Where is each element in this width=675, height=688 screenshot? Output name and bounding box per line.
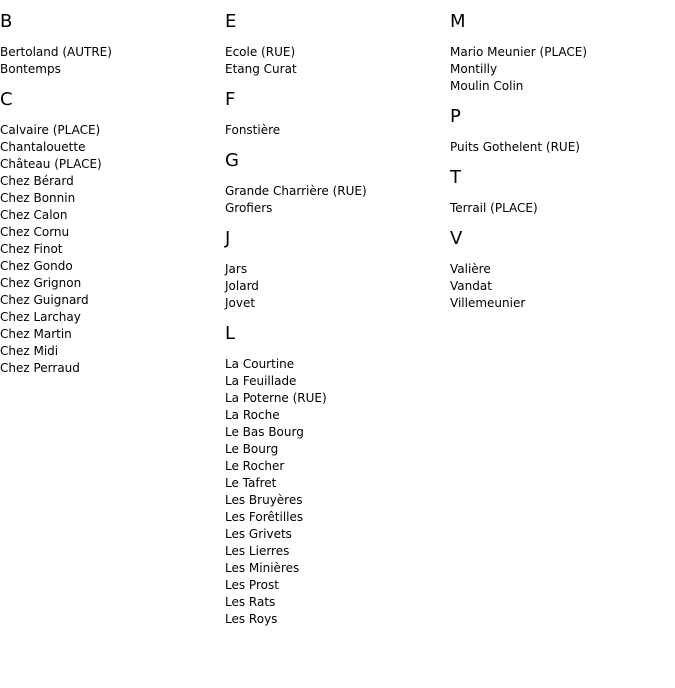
street-link[interactable]: La Poterne (RUE) <box>225 391 327 405</box>
street-link[interactable]: Chez Perraud <box>0 361 80 375</box>
street-link[interactable]: Chez Calon <box>0 208 68 222</box>
street-link[interactable]: Bontemps <box>0 62 61 76</box>
street-link[interactable]: Vandat <box>450 279 492 293</box>
street-list <box>225 261 445 312</box>
street-link[interactable]: Les Rats <box>225 595 276 609</box>
street-index-column <box>225 10 445 638</box>
letter-group-f <box>225 88 445 139</box>
street-link[interactable]: Grande Charrière (RUE) <box>225 184 367 198</box>
street-link[interactable]: Chez Cornu <box>0 225 70 239</box>
letter-heading: B <box>0 11 13 32</box>
street-list <box>225 44 445 78</box>
street-link[interactable]: Le Bas Bourg <box>225 425 304 439</box>
street-link[interactable]: Les Lierres <box>225 544 290 558</box>
street-link[interactable]: Les Roys <box>225 612 278 626</box>
street-list <box>450 200 670 217</box>
letter-heading: F <box>225 89 236 110</box>
street-list <box>450 139 670 156</box>
street-link[interactable]: Mario Meunier (PLACE) <box>450 45 588 59</box>
street-link[interactable]: Chez Grignon <box>0 276 82 290</box>
street-link[interactable]: La Courtine <box>225 357 295 371</box>
letter-group-p <box>450 105 670 156</box>
street-link[interactable]: Les Prost <box>225 578 279 592</box>
letter-group-m <box>450 10 670 95</box>
street-link[interactable]: Les Bruyères <box>225 493 303 507</box>
street-list <box>0 122 220 377</box>
street-list <box>450 44 670 95</box>
street-link[interactable]: Chez Martin <box>0 327 72 341</box>
street-link[interactable]: Le Bourg <box>225 442 279 456</box>
street-link[interactable]: Valière <box>450 262 491 276</box>
street-link[interactable]: Calvaire (PLACE) <box>0 123 101 137</box>
letter-heading: V <box>450 228 463 249</box>
street-link[interactable]: Jolard <box>225 279 259 293</box>
street-link[interactable]: Moulin Colin <box>450 79 524 93</box>
street-link[interactable]: Puits Gothelent (RUE) <box>450 140 580 154</box>
street-link[interactable]: Jars <box>225 262 248 276</box>
street-link[interactable]: Villemeunier <box>450 296 526 310</box>
street-list <box>225 122 445 139</box>
letter-group-e <box>225 10 445 78</box>
street-link[interactable]: La Feuillade <box>225 374 297 388</box>
letter-heading: L <box>225 323 236 344</box>
street-index-column <box>450 10 670 322</box>
street-link[interactable]: Chez Larchay <box>0 310 81 324</box>
letter-group-b <box>0 10 220 78</box>
street-link[interactable]: Les Forêtilles <box>225 510 304 524</box>
street-link[interactable]: Grofiers <box>225 201 273 215</box>
street-link[interactable]: La Roche <box>225 408 280 422</box>
street-link[interactable]: Château (PLACE) <box>0 157 102 171</box>
letter-heading: G <box>225 150 239 171</box>
letter-heading: E <box>225 11 237 32</box>
street-link[interactable]: Fonstière <box>225 123 281 137</box>
street-link[interactable]: Chez Finot <box>0 242 63 256</box>
street-link[interactable]: Les Minières <box>225 561 300 575</box>
letter-group-j <box>225 227 445 312</box>
street-link[interactable]: Chez Bonnin <box>0 191 76 205</box>
street-link[interactable]: Jovet <box>225 296 256 310</box>
street-link[interactable]: Chez Guignard <box>0 293 89 307</box>
street-list <box>450 261 670 312</box>
street-link[interactable]: Les Grivets <box>225 527 292 541</box>
street-link[interactable]: Chantalouette <box>0 140 86 154</box>
letter-group-g <box>225 149 445 217</box>
letter-group-v <box>450 227 670 312</box>
letter-heading: J <box>225 228 231 249</box>
street-index-column <box>0 10 220 387</box>
street-link[interactable]: Terrail (PLACE) <box>450 201 538 215</box>
street-list <box>225 183 445 217</box>
letter-heading: P <box>450 106 461 127</box>
letter-group-t <box>450 166 670 217</box>
street-link[interactable]: Chez Bérard <box>0 174 74 188</box>
street-list <box>0 44 220 78</box>
street-link[interactable]: Chez Midi <box>0 344 59 358</box>
street-link[interactable]: Montilly <box>450 62 498 76</box>
letter-heading: T <box>450 167 461 188</box>
letter-heading: M <box>450 11 466 32</box>
street-list <box>225 356 445 628</box>
street-link[interactable]: Bertoland (AUTRE) <box>0 45 112 59</box>
letter-group-l <box>225 322 445 628</box>
street-link[interactable]: Etang Curat <box>225 62 297 76</box>
letter-group-c <box>0 88 220 377</box>
street-link[interactable]: Chez Gondo <box>0 259 73 273</box>
street-link[interactable]: Ecole (RUE) <box>225 45 296 59</box>
street-link[interactable]: Le Rocher <box>225 459 285 473</box>
street-link[interactable]: Le Tafret <box>225 476 277 490</box>
letter-heading: C <box>0 89 13 110</box>
